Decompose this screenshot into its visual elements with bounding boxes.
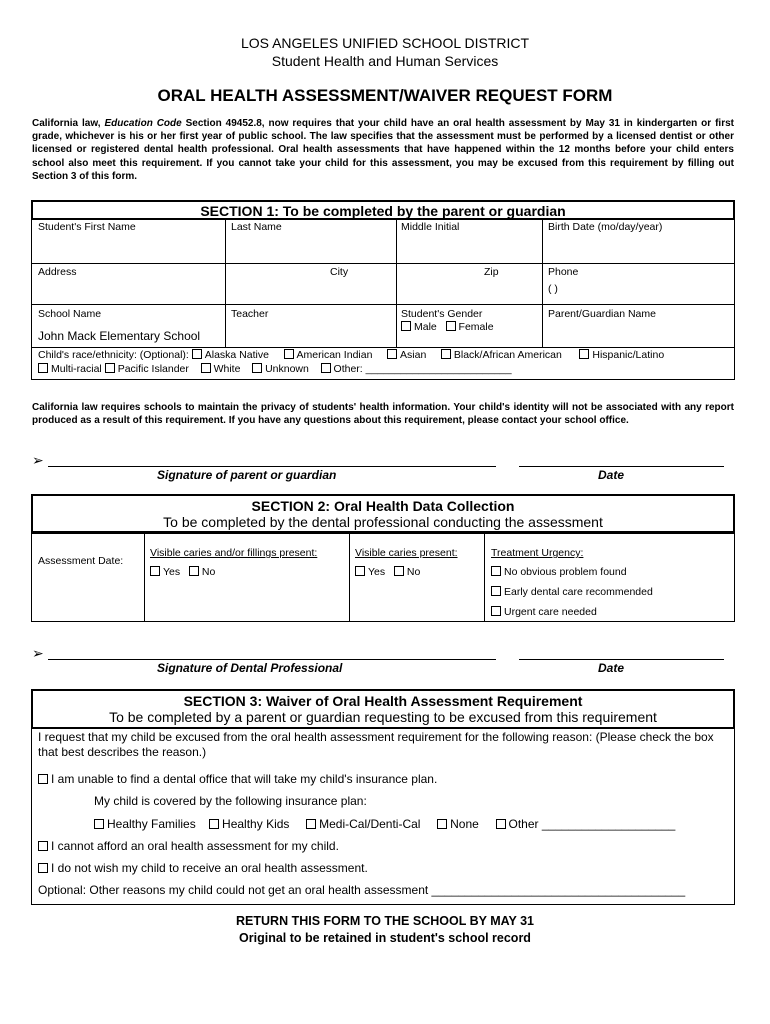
- dental-signature-label: Signature of Dental Professional: [157, 661, 343, 675]
- urgency-option: Urgent care needed: [491, 606, 597, 618]
- dental-date-line[interactable]: [519, 659, 724, 660]
- last-name-label: Last Name: [231, 221, 282, 233]
- urgency-option: Early dental care recommended: [491, 586, 653, 598]
- visible-caries-fillings-label: Visible caries and/or fillings present:: [150, 547, 318, 559]
- return-notice: RETURN THIS FORM TO THE SCHOOL BY MAY 31: [236, 914, 534, 928]
- race-checkbox[interactable]: [105, 363, 115, 373]
- yes-checkbox[interactable]: [355, 566, 365, 576]
- arrow-icon: ➢: [32, 645, 44, 661]
- parent-date-label: Date: [598, 468, 625, 482]
- race-checkbox[interactable]: [579, 349, 589, 359]
- plan-checkbox[interactable]: [306, 819, 316, 829]
- city-label: City: [330, 266, 349, 278]
- plan-checkbox[interactable]: [496, 819, 506, 829]
- waiver-request-text: I request that my child be excused from the oral health assessment requirement for the following reason: (Please check the box that best describes the reason.): [38, 730, 714, 759]
- no-checkbox[interactable]: [394, 566, 404, 576]
- intro-paragraph: California law, Education Code Section 49452.8, now requires that your child have an oral health assessment by May 31 in kindergarten or first grade, whichever is his or her first year of public school. The law specifies that the assessment must be performed by a licensed dentist or other licensed or registered dental health professional. Oral health assessments that have happened within the 12 months before your child enters school also meet this requirement. If you cannot take your child for this assessment, you may be excused from this requirement by filling out Section 3 of this form.: [32, 118, 734, 182]
- visible-caries-label: Visible caries present:: [355, 547, 458, 559]
- race-checkbox[interactable]: [38, 363, 48, 373]
- dental-date-label: Date: [598, 661, 625, 675]
- plan-checkbox[interactable]: [94, 819, 104, 829]
- assessment-date-label: Assessment Date:: [38, 555, 124, 567]
- school-name-value: John Mack Elementary School: [38, 329, 201, 343]
- caries-fillings-options: Yes No: [150, 566, 215, 578]
- female-checkbox[interactable]: [446, 321, 456, 331]
- arrow-icon: ➢: [32, 452, 44, 468]
- race-row-2: Multi-racial Pacific Islander White Unknown Other: _________________________: [38, 363, 512, 375]
- race-checkbox[interactable]: [321, 363, 331, 373]
- phone-paren: ( ): [548, 283, 558, 295]
- reason-afford: I cannot afford an oral health assessment for my child.: [38, 839, 339, 853]
- privacy-notice: California law requires schools to maintain the privacy of students' health information. Your child's identity will not be associated with any report produced as a result of this requirement. If you have any questions about this requirement, please contact your school office.: [32, 402, 734, 427]
- insurance-plans: Healthy Families Healthy Kids Medi-Cal/Denti-Cal None Other ____________________: [94, 817, 675, 831]
- section1-title: SECTION 1: To be completed by the parent or guardian: [31, 200, 735, 220]
- district-name: LOS ANGELES UNIFIED SCHOOL DISTRICT: [240, 35, 530, 51]
- plan-checkbox[interactable]: [437, 819, 447, 829]
- parent-signature-label: Signature of parent or guardian: [157, 468, 337, 482]
- section2-title: SECTION 2: Oral Health Data Collection: [251, 498, 515, 514]
- address-label: Address: [38, 266, 77, 278]
- parent-name-label: Parent/Guardian Name: [548, 308, 656, 320]
- phone-label: Phone: [548, 266, 579, 278]
- caries-options: Yes No: [355, 566, 420, 578]
- gender-label: Student's Gender: [401, 308, 483, 320]
- reason-checkbox[interactable]: [38, 841, 48, 851]
- race-checkbox[interactable]: [441, 349, 451, 359]
- urgency-checkbox[interactable]: [491, 586, 501, 596]
- section3-header: [31, 689, 735, 729]
- male-checkbox[interactable]: [401, 321, 411, 331]
- no-checkbox[interactable]: [189, 566, 199, 576]
- urgency-checkbox[interactable]: [491, 566, 501, 576]
- middle-initial-label: Middle Initial: [401, 221, 460, 233]
- department-name: Student Health and Human Services: [271, 53, 499, 69]
- reason-not-wish: I do not wish my child to receive an oral health assessment.: [38, 861, 368, 875]
- zip-label: Zip: [484, 266, 499, 278]
- parent-date-line[interactable]: [519, 466, 724, 467]
- reason-checkbox[interactable]: [38, 863, 48, 873]
- section2-header: [31, 494, 735, 533]
- section3-subtitle: To be completed by a parent or guardian requesting to be excused from this requirement: [109, 709, 657, 725]
- section3-title: SECTION 3: Waiver of Oral Health Assessment Requirement: [183, 693, 583, 709]
- birth-date-label: Birth Date (mo/day/year): [548, 221, 663, 233]
- yes-checkbox[interactable]: [150, 566, 160, 576]
- race-checkbox[interactable]: [192, 349, 202, 359]
- dental-signature-line[interactable]: [48, 659, 496, 660]
- gender-options: Male Female: [401, 321, 494, 333]
- teacher-label: Teacher: [231, 308, 269, 320]
- optional-reasons[interactable]: Optional: Other reasons my child could not get an oral health assessment ______________________________________: [38, 883, 686, 897]
- plan-checkbox[interactable]: [209, 819, 219, 829]
- school-name-label: School Name: [38, 308, 102, 320]
- form-title: ORAL HEALTH ASSESSMENT/WAIVER REQUEST FORM: [157, 86, 613, 105]
- reason-insurance: I am unable to find a dental office that will take my child's insurance plan.: [38, 772, 437, 786]
- parent-signature-line[interactable]: [48, 466, 496, 467]
- covered-text: My child is covered by the following insurance plan:: [94, 794, 367, 808]
- reason-checkbox[interactable]: [38, 774, 48, 784]
- retain-notice: Original to be retained in student's school record: [239, 931, 531, 945]
- first-name-label: Student's First Name: [38, 221, 136, 233]
- race-checkbox[interactable]: [252, 363, 262, 373]
- urgency-checkbox[interactable]: [491, 606, 501, 616]
- race-checkbox[interactable]: [387, 349, 397, 359]
- race-row-1: Child's race/ethnicity: (Optional): Alaska Native American Indian Asian Black/African American Hispanic/Latino: [38, 349, 665, 361]
- section2-subtitle: To be completed by the dental professional conducting the assessment: [163, 514, 603, 530]
- race-checkbox[interactable]: [201, 363, 211, 373]
- urgency-option: No obvious problem found: [491, 566, 627, 578]
- treatment-urgency-label: Treatment Urgency:: [491, 547, 584, 559]
- race-checkbox[interactable]: [284, 349, 294, 359]
